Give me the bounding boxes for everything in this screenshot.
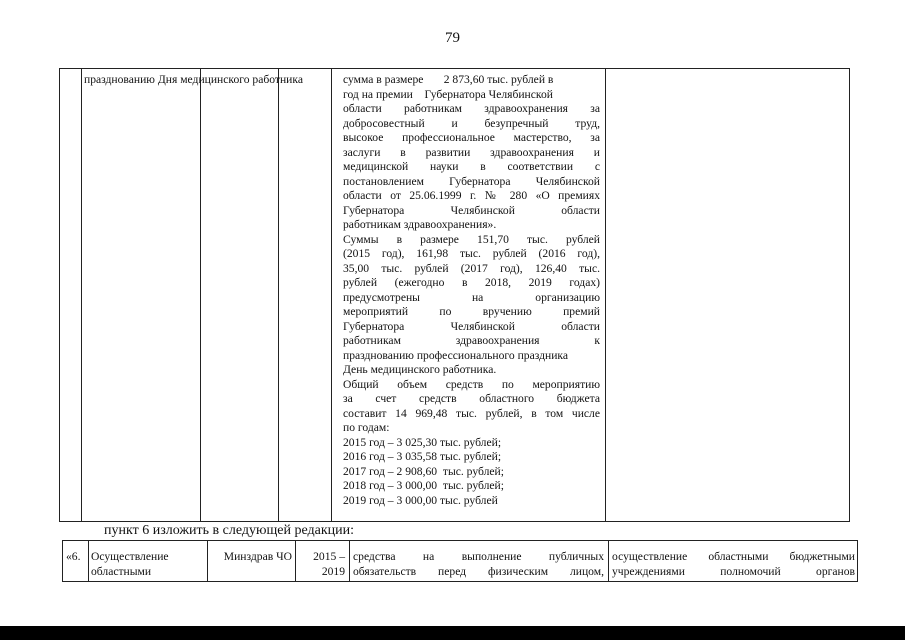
funding-line: за счет средств областного бюджета xyxy=(343,392,600,405)
column-divider xyxy=(81,69,82,521)
funding-text-cell xyxy=(343,73,600,508)
column-divider xyxy=(608,541,609,581)
event-name-line: областными xyxy=(91,564,152,578)
funding-line: по годам: xyxy=(343,421,390,434)
funding-line: мероприятий по вручению премий xyxy=(343,305,600,318)
column-divider xyxy=(295,541,296,581)
result-line: учреждениями полномочий органов xyxy=(612,564,855,578)
funding-line: средства на выполнение публичных xyxy=(353,550,604,563)
event-name-line: работника xyxy=(252,73,303,86)
column-divider xyxy=(88,541,89,581)
funding-line: День медицинского работника. xyxy=(343,363,497,376)
funding-line: Губернатора Челябинской области xyxy=(343,203,600,217)
new-item-table xyxy=(62,540,858,582)
funding-line: составит 14 969,48 тыс. рублей, в том числе xyxy=(343,406,600,420)
funding-line: год на премии Губернатора Челябинской xyxy=(343,87,553,101)
period-line: 2019 xyxy=(321,564,345,578)
column-divider xyxy=(207,541,208,581)
column-divider xyxy=(278,69,279,521)
funding-line: 35,00 тыс. рублей (2017 год), 126,40 тыс. xyxy=(343,261,600,275)
funding-line: области работникам здравоохранения за xyxy=(343,102,600,115)
funding-line: медицинской науки в соответствии с xyxy=(343,160,600,173)
funding-line: празднованию профессионального праздника xyxy=(343,348,569,362)
funding-line: работникам здравоохранения». xyxy=(343,218,497,231)
result-line: осуществление областными бюджетными xyxy=(612,550,855,563)
funding-line: 2017 год – 2 908,60 тыс. рублей; xyxy=(343,464,504,478)
executor-cell: Минздрав ЧО xyxy=(223,550,292,563)
funding-line: предусмотрены на организацию xyxy=(343,290,600,304)
page-number: 79 xyxy=(445,30,460,46)
continuation-table xyxy=(59,68,850,522)
funding-line: 2019 год – 3 000,00 тыс. рублей xyxy=(343,493,498,507)
funding-line: Губернатора Челябинской области xyxy=(343,319,600,333)
funding-line: (2015 год), 161,98 тыс. рублей (2016 год), xyxy=(343,247,600,260)
funding-line: 2015 год – 3 025,30 тыс. рублей; xyxy=(343,435,502,449)
column-divider xyxy=(331,69,332,521)
amendment-instruction: пункт 6 изложить в следующей редакции: xyxy=(104,523,354,538)
event-name-line: медицинского xyxy=(180,73,250,86)
funding-line: заслуги в развитии здравоохранения и xyxy=(343,145,600,159)
scan-bottom-edge xyxy=(0,626,905,640)
event-name-cell xyxy=(91,550,169,579)
event-name-cell xyxy=(84,73,303,88)
event-name-line: Осуществление xyxy=(91,550,169,563)
funding-line: 2016 год – 3 035,58 тыс. рублей; xyxy=(343,450,502,463)
funding-line: высокое профессиональное мастерство, за xyxy=(343,131,600,144)
funding-line: Общий объем средств по мероприятию xyxy=(343,377,600,391)
funding-line: сумма в размере 2 873,60 тыс. рублей в xyxy=(343,73,554,86)
funding-line: рублей (ежегодно в 2018, 2019 годах) xyxy=(343,276,600,289)
funding-line: добросовестный и безупречный труд, xyxy=(343,116,600,130)
column-divider xyxy=(605,69,606,521)
funding-line: работникам здравоохранения к xyxy=(343,334,600,347)
period-line: 2015 – xyxy=(313,550,345,563)
column-divider xyxy=(349,541,350,581)
funding-line: области от 25.06.1999 г. № 280 «О премиях xyxy=(343,189,600,202)
period-cell xyxy=(298,550,345,579)
event-name-line: празднованию Дня xyxy=(84,73,178,86)
result-cell xyxy=(612,550,855,579)
funding-line: постановлением Губернатора Челябинской xyxy=(343,174,600,188)
funding-line: обязательств перед физическим лицом, xyxy=(353,564,604,578)
funding-cell xyxy=(353,550,604,579)
column-divider xyxy=(200,69,201,521)
item-number: «6. xyxy=(66,550,81,563)
funding-line: Суммы в размере 151,70 тыс. рублей xyxy=(343,232,600,246)
funding-line: 2018 год – 3 000,00 тыс. рублей; xyxy=(343,479,504,492)
